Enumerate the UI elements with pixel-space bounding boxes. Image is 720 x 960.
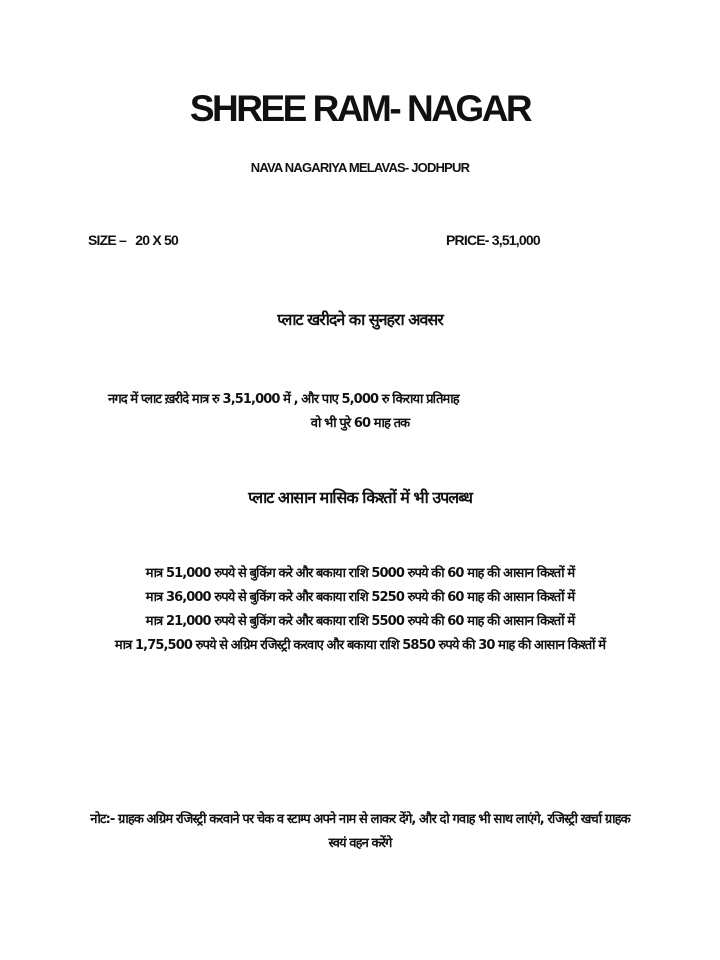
installment-plan-4: मात्र 1,75,500 रुपये से अग्रिम रजिस्ट्री करवाए और बकाया राशि 5850 रुपये की 30 माह की आसान किश्तों में xyxy=(114,638,606,653)
cash-offer-line: नगद में प्लाट ख़रीदे मात्र रु 3,51,000 में , और पाए 5,000 रु किराया प्रतिमाह xyxy=(108,392,459,407)
registry-note: नोट:- ग्राहक अग्रिम रजिस्ट्री करवाने पर चेक व स्टाम्प अपने नाम से लाकर देंगे, और दो गवाह भी साथ लाएंगे, रजिस्ट्री खर्चा ग्राहक स्वयं वहन करेंगे xyxy=(90,812,630,851)
plot-price: PRICE- 3,51,000 xyxy=(446,232,540,248)
cash-offer-paragraph xyxy=(100,388,620,436)
installment-plan-1: मात्र 51,000 रुपये से बुकिंग करे और बकाया राशि 5000 रुपये की 60 माह की आसान किश्तों में xyxy=(145,566,575,581)
installment-plans xyxy=(100,562,620,658)
installments-heading: प्लाट आसान मासिक किश्तों में भी उपलब्ध xyxy=(248,488,472,507)
installment-plan-3: मात्र 21,000 रुपये से बुकिंग करे और बकाया राशि 5500 रुपये की 60 माह की आसान किश्तों में xyxy=(145,614,575,629)
plot-size: SIZE – 20 X 50 xyxy=(88,232,178,248)
location-subtitle: NAVA NAGARIYA MELAVAS- JODHPUR xyxy=(250,160,470,175)
golden-chance-heading: प्लाट खरीदने का सुनहरा अवसर xyxy=(277,310,443,329)
installment-plan-2: मात्र 36,000 रुपये से बुकिंग करे और बकाया राशि 5250 रुपये की 60 माह की आसान किश्तों में xyxy=(145,590,575,605)
cash-offer-duration: वो भी पुरे 60 माह तक xyxy=(310,416,410,431)
document-title: SHREE RAM- NAGAR xyxy=(189,88,531,129)
